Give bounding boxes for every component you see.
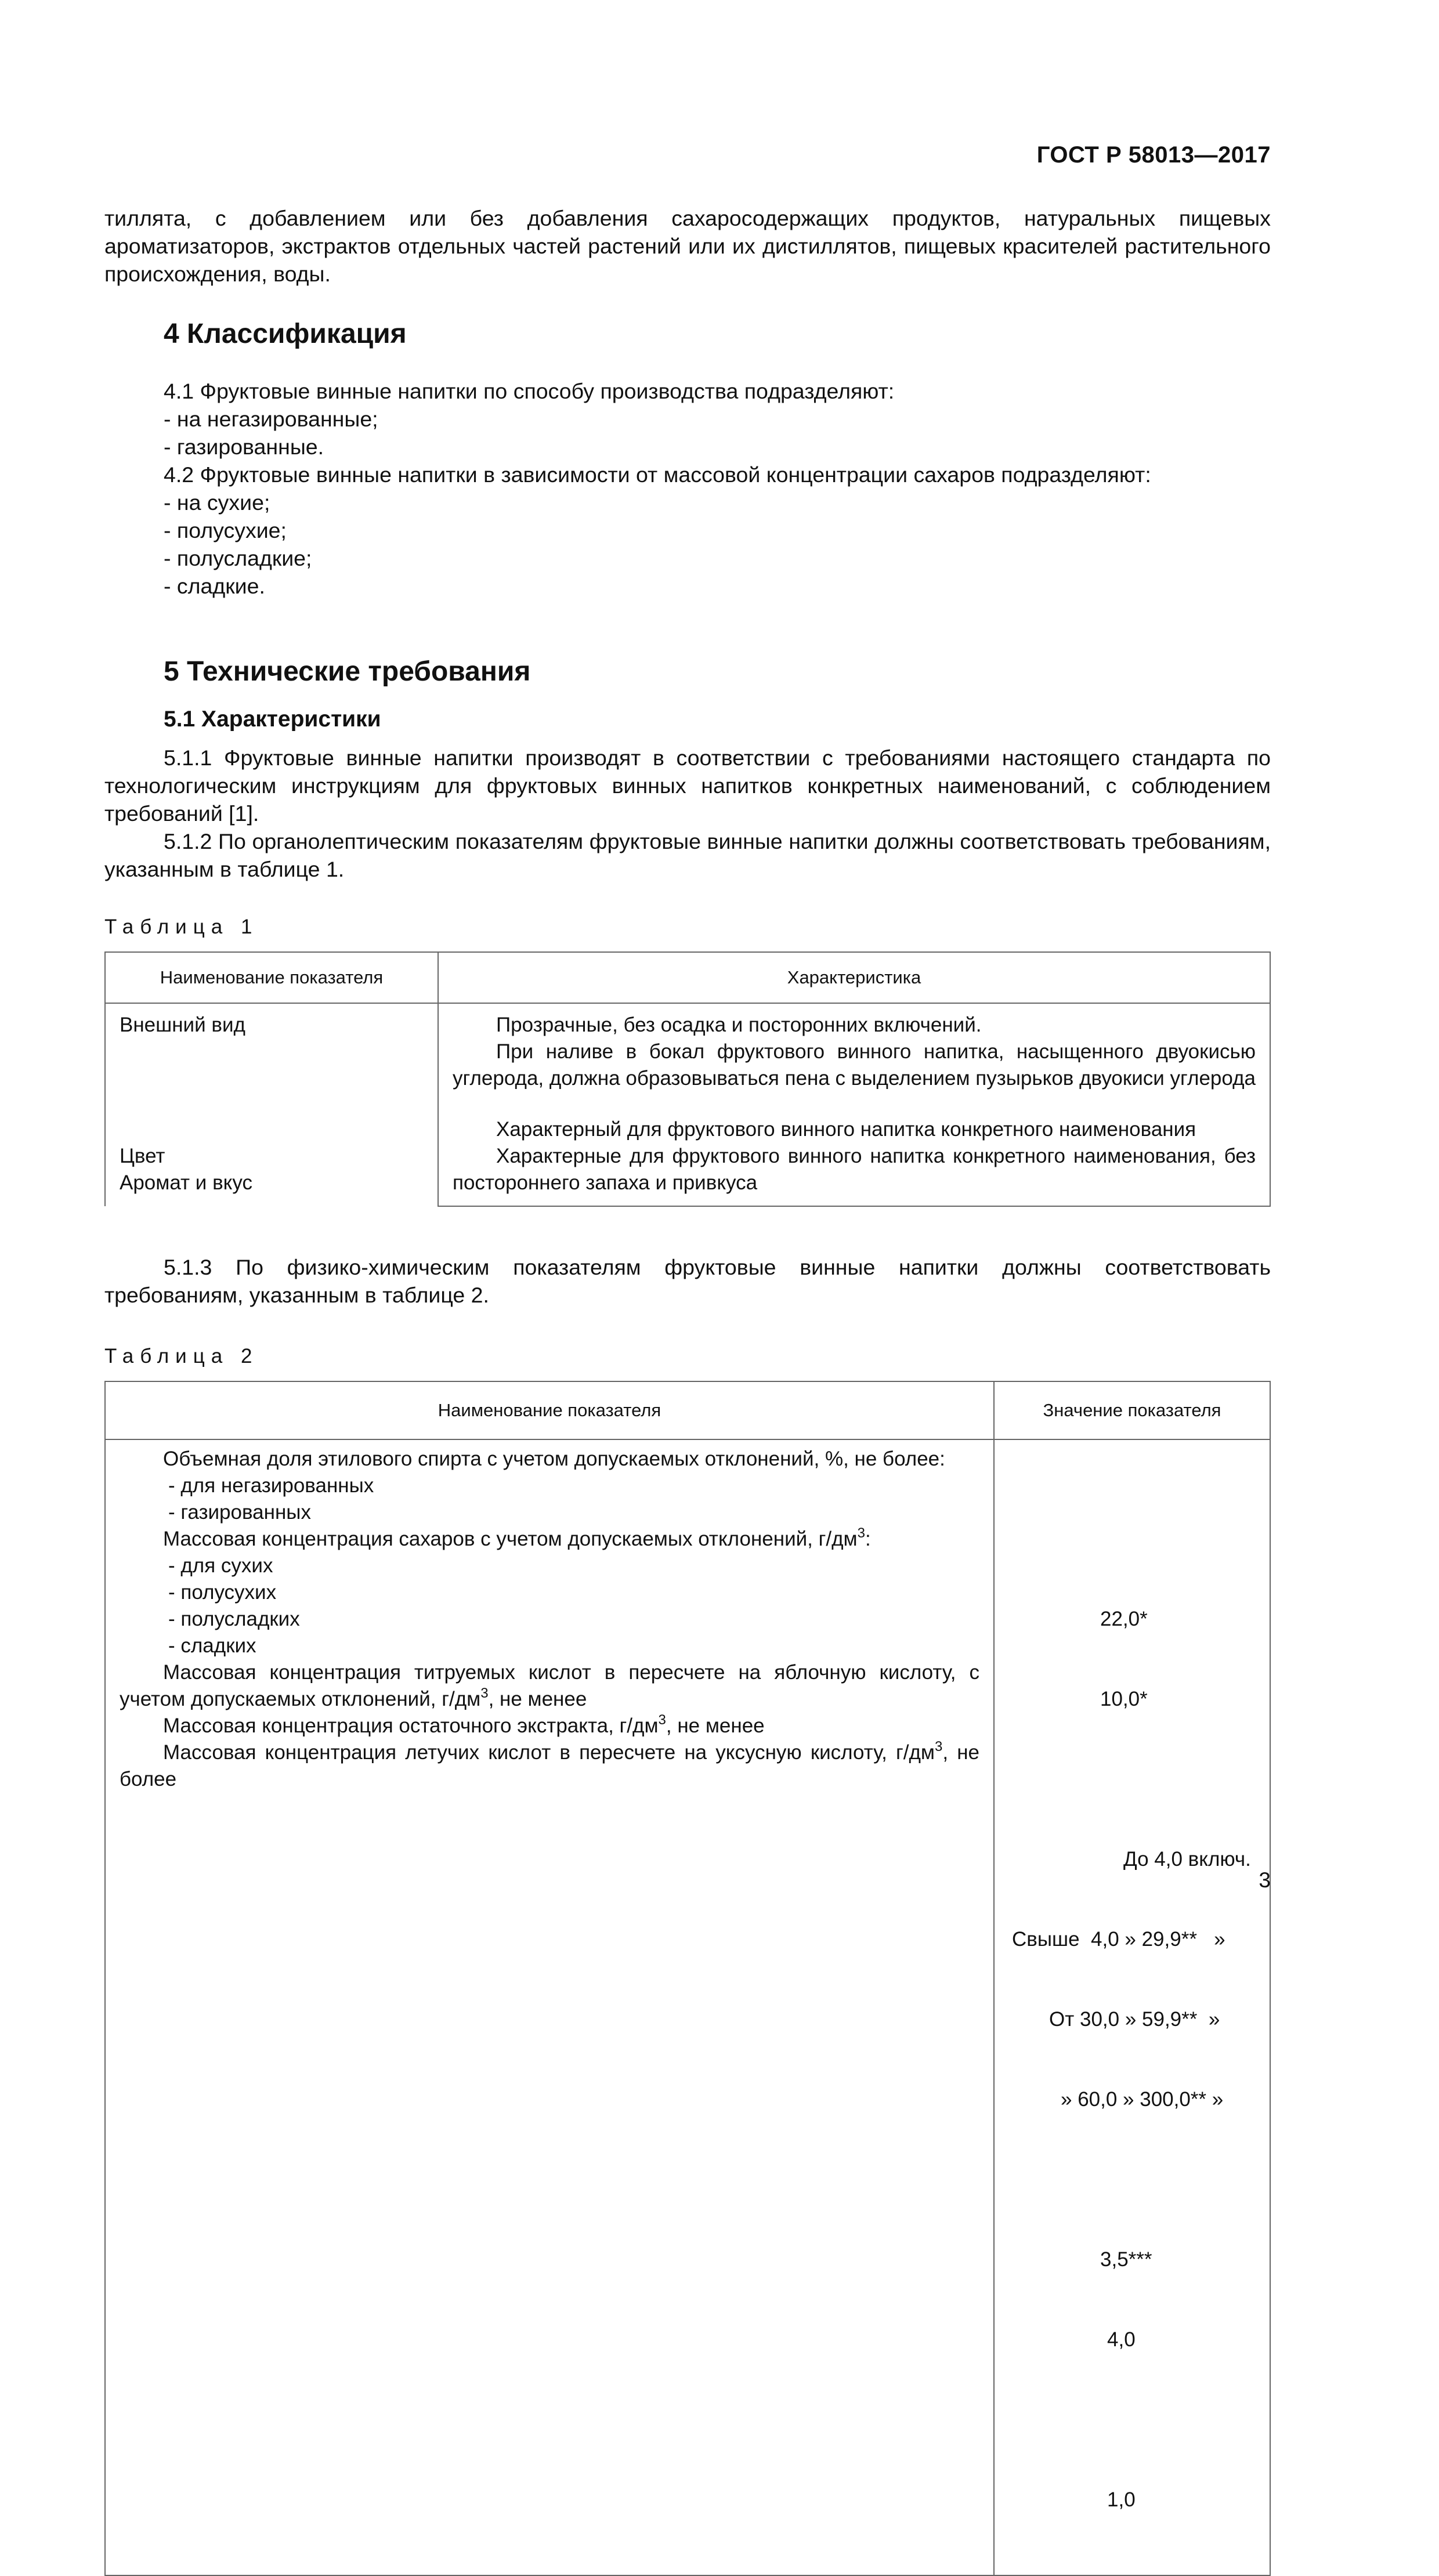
table-1-row-text: Характерные для фруктового винного напитка конкретного наименования, без постороннего запаха и привкуса — [453, 1145, 1256, 1194]
table-1-row-text: При наливе в бокал фруктового винного напитка, насыщенного двуокисью углерода, должна образовываться пена с выделением пузырьков двуокиси углерода — [453, 1040, 1256, 1090]
list-item: - на негазированные; — [164, 407, 378, 431]
table-1-row-text: Прозрачные, без осадка и посторонних включений. — [496, 1014, 982, 1036]
t2-r2b-name: - полусухих — [168, 1581, 277, 1604]
table-2-header-value: Значение показателя — [994, 1381, 1270, 1439]
t2-r2a-value: До 4,0 включ. — [1123, 1848, 1251, 1871]
table-1-header-name: Наименование показателя — [105, 952, 438, 1003]
table-cell — [105, 1003, 438, 1206]
t2-r5-value: 1,0 — [1107, 2488, 1136, 2511]
table-1-row-name: Внешний вид — [120, 1014, 245, 1036]
list-item: - полусладкие; — [164, 546, 312, 570]
t2-r5-name: Массовая концентрация летучих кислот в пересчете на уксусную кислоту, $г/дм^3$, не более — [120, 1739, 979, 1790]
t2-r3-name: Массовая концентрация титруемых кислот в пересчете на яблочную кислоту, с учетом допускаемых отклонений, $г/дм^3$, не менее — [120, 1661, 979, 1710]
t2-r1-name: Объемная доля этилового спирта с учетом допускаемых отклонений, %, не более: — [163, 1448, 945, 1470]
t2-r2c-value: От 30,0 » 59,9** » — [1049, 2008, 1220, 2031]
section-4-title: 4 Классификация — [164, 319, 407, 349]
t2-r4-value: 4,0 — [1107, 2328, 1136, 2351]
table-1-row-name: Цвет — [120, 1145, 165, 1167]
list-item: - полусухие; — [164, 518, 287, 542]
t2-r1a-name: - для негазированных — [168, 1474, 374, 1497]
section-5-title: 5 Технические требования — [164, 656, 531, 687]
list-item: - на сухие; — [164, 490, 270, 515]
table-1 — [104, 951, 1271, 1207]
t2-r2d-name: - сладких — [168, 1634, 256, 1657]
table-1-row-text: Характерный для фруктового винного напитка конкретного наименования — [496, 1118, 1196, 1141]
clause-5-1-3: 5.1.3 По физико-химическим показателям фруктовые винные напитки должны соответствовать требованиям, указанным в таблице 2. — [104, 1255, 1271, 1307]
clause-5-1-2: 5.1.2 По органолептическим показателям фруктовые винные напитки должны соответствовать требованиям, указанным в таблице 1. — [104, 829, 1271, 881]
t2-r1a-value: 22,0* — [1100, 1608, 1148, 1630]
t2-r1b-name: - газированных — [168, 1501, 311, 1524]
table-cell — [994, 1439, 1270, 2575]
document-header: ГОСТ Р 58013—2017 — [1036, 142, 1271, 168]
t2-r2c-name: - полусладких — [168, 1608, 300, 1630]
clause-5-1-1: 5.1.1 Фруктовые винные напитки производят в соответствии с требованиями настоящего стандарта по технологическим инструкциям для фруктовых винных напитков конкретных наименований, с соблюдением требований [1]. — [104, 746, 1271, 826]
table-2-caption: Таблица 2 — [104, 1345, 259, 1367]
table-2 — [104, 1381, 1271, 2576]
t2-r4-name: Массовая концентрация остаточного экстракта, $г/дм^3$, не менее — [163, 1712, 765, 1737]
t2-r1b-value: 10,0* — [1100, 1688, 1148, 1710]
table-1-caption: Таблица 1 — [104, 916, 259, 938]
clause-4-2: 4.2 Фруктовые винные напитки в зависимости от массовой концентрации сахаров подразделяют: — [164, 462, 1151, 487]
t2-r3-value: 3,5*** — [1100, 2248, 1152, 2271]
table-cell — [105, 1439, 994, 2575]
t2-r2d-value: » 60,0 » 300,0** » — [1061, 2088, 1224, 2111]
clause-4-1: 4.1 Фруктовые винные напитки по способу производства подразделяют: — [164, 379, 895, 403]
t2-r2b-value: Свыше 4,0 » 29,9** » — [1012, 1928, 1225, 1951]
t2-r2a-name: - для сухих — [168, 1554, 273, 1577]
table-1-header-characteristic: Характеристика — [438, 952, 1270, 1003]
table-1-row-name: Аромат и вкус — [120, 1171, 252, 1194]
table-cell — [438, 1003, 1270, 1206]
intro-paragraph: тиллята, с добавлением или без добавления сахаросодержащих продуктов, натуральных пищевых ароматизаторов, экстрактов отдельных частей растений или их дистиллятов, пищевых красителей растительного происхождения, воды. — [104, 206, 1271, 286]
subsection-5-1-title: 5.1 Характеристики — [164, 707, 381, 732]
page-number: 3 — [1259, 1868, 1271, 1892]
table-2-header-name: Наименование показателя — [105, 1381, 994, 1439]
t2-r2-name: Массовая концентрация сахаров с учетом допускаемых отклонений, $г/дм^3$: — [163, 1525, 871, 1550]
list-item: - сладкие. — [164, 574, 265, 598]
list-item: - газированные. — [164, 435, 324, 459]
